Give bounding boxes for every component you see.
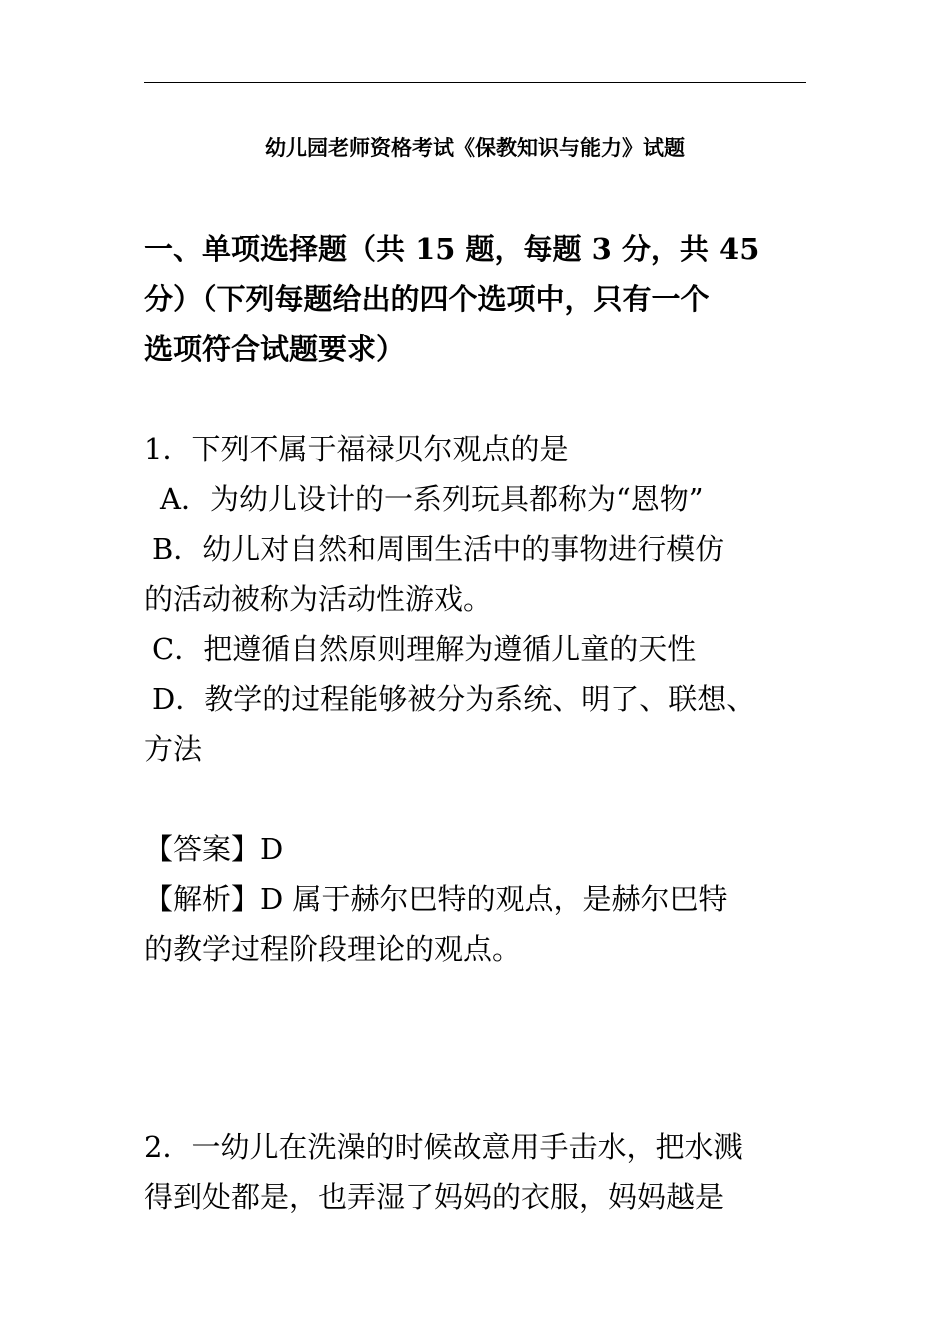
- question-1-option-b: B．幼儿对自然和周围生活中的事物进行模仿: [152, 532, 725, 566]
- header-rule: [144, 82, 806, 83]
- question-2-stem-cont: 得到处都是，也弄湿了妈妈的衣服，妈妈越是: [144, 1180, 725, 1214]
- question-1-answer: 【答案】D: [144, 832, 284, 866]
- section-heading-line-2: 分）（下列每题给出的四个选项中，只有一个: [144, 282, 710, 316]
- question-1-option-a: A．为幼儿设计的一系列玩具都称为“恩物”: [160, 482, 704, 516]
- question-2-stem: 2．一幼儿在洗澡的时候故意用手击水，把水溅: [144, 1130, 743, 1164]
- question-1-option-c: C．把遵循自然原则理解为遵循儿童的天性: [152, 632, 697, 666]
- section-heading-line-1: 一、单项选择题（共 15 题，每题 3 分，共 45: [144, 232, 760, 266]
- question-1-analysis: 【解析】D 属于赫尔巴特的观点，是赫尔巴特: [144, 882, 728, 916]
- question-1-option-b-cont: 的活动被称为活动性游戏。: [144, 582, 493, 616]
- question-1-option-d-cont: 方法: [144, 732, 203, 766]
- question-1-option-d: D．教学的过程能够被分为系统、明了、联想、: [152, 682, 756, 716]
- question-1-stem: 1．下列不属于福禄贝尔观点的是: [144, 432, 569, 466]
- document-title: 幼儿园老师资格考试《保教知识与能力》试题: [265, 136, 685, 160]
- question-1-analysis-cont: 的教学过程阶段理论的观点。: [144, 932, 522, 966]
- section-heading-line-3: 选项符合试题要求）: [144, 332, 406, 366]
